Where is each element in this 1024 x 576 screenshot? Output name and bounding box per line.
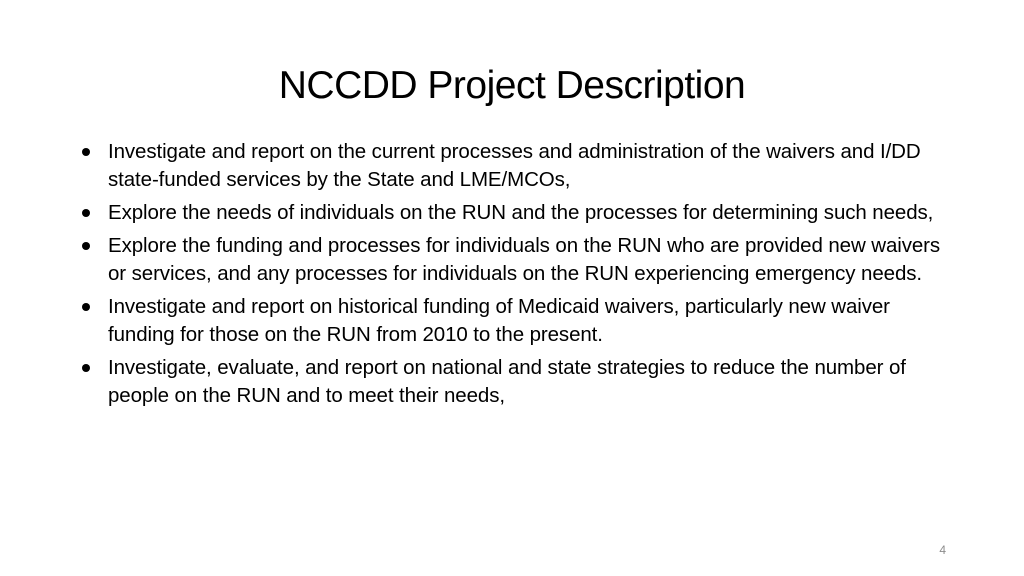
slide-title: NCCDD Project Description xyxy=(278,64,746,107)
bullet-text: Explore the funding and processes for individuals on the RUN who are provided new waivers or services, and any processes for individuals on the RUN experiencing emergency needs. xyxy=(108,234,941,285)
bullet-text: Explore the needs of individuals on the RUN and the processes for determining such needs, xyxy=(108,201,934,224)
bullet-icon xyxy=(82,364,90,372)
bullet-icon xyxy=(82,242,90,250)
bullet-icon xyxy=(82,303,90,311)
bullet-text: Investigate, evaluate, and report on national and state strategies to reduce the number of people on the RUN and to meet their needs, xyxy=(108,356,906,407)
bullet-item xyxy=(78,138,948,194)
bullet-list xyxy=(78,138,948,415)
bullet-item xyxy=(78,354,948,410)
bullet-icon xyxy=(82,148,90,156)
bullet-item xyxy=(78,199,948,227)
bullet-text: Investigate and report on historical funding of Medicaid waivers, particularly new waiver funding for those on the RUN from 2010 to the present. xyxy=(108,295,890,346)
bullet-icon xyxy=(82,209,90,217)
page-number: 4 xyxy=(939,543,946,557)
bullet-item xyxy=(78,293,948,349)
bullet-text: Investigate and report on the current processes and administration of the waivers and I/DD state-funded services by the State and LME/MCOs, xyxy=(108,140,921,191)
bullet-item xyxy=(78,232,948,288)
